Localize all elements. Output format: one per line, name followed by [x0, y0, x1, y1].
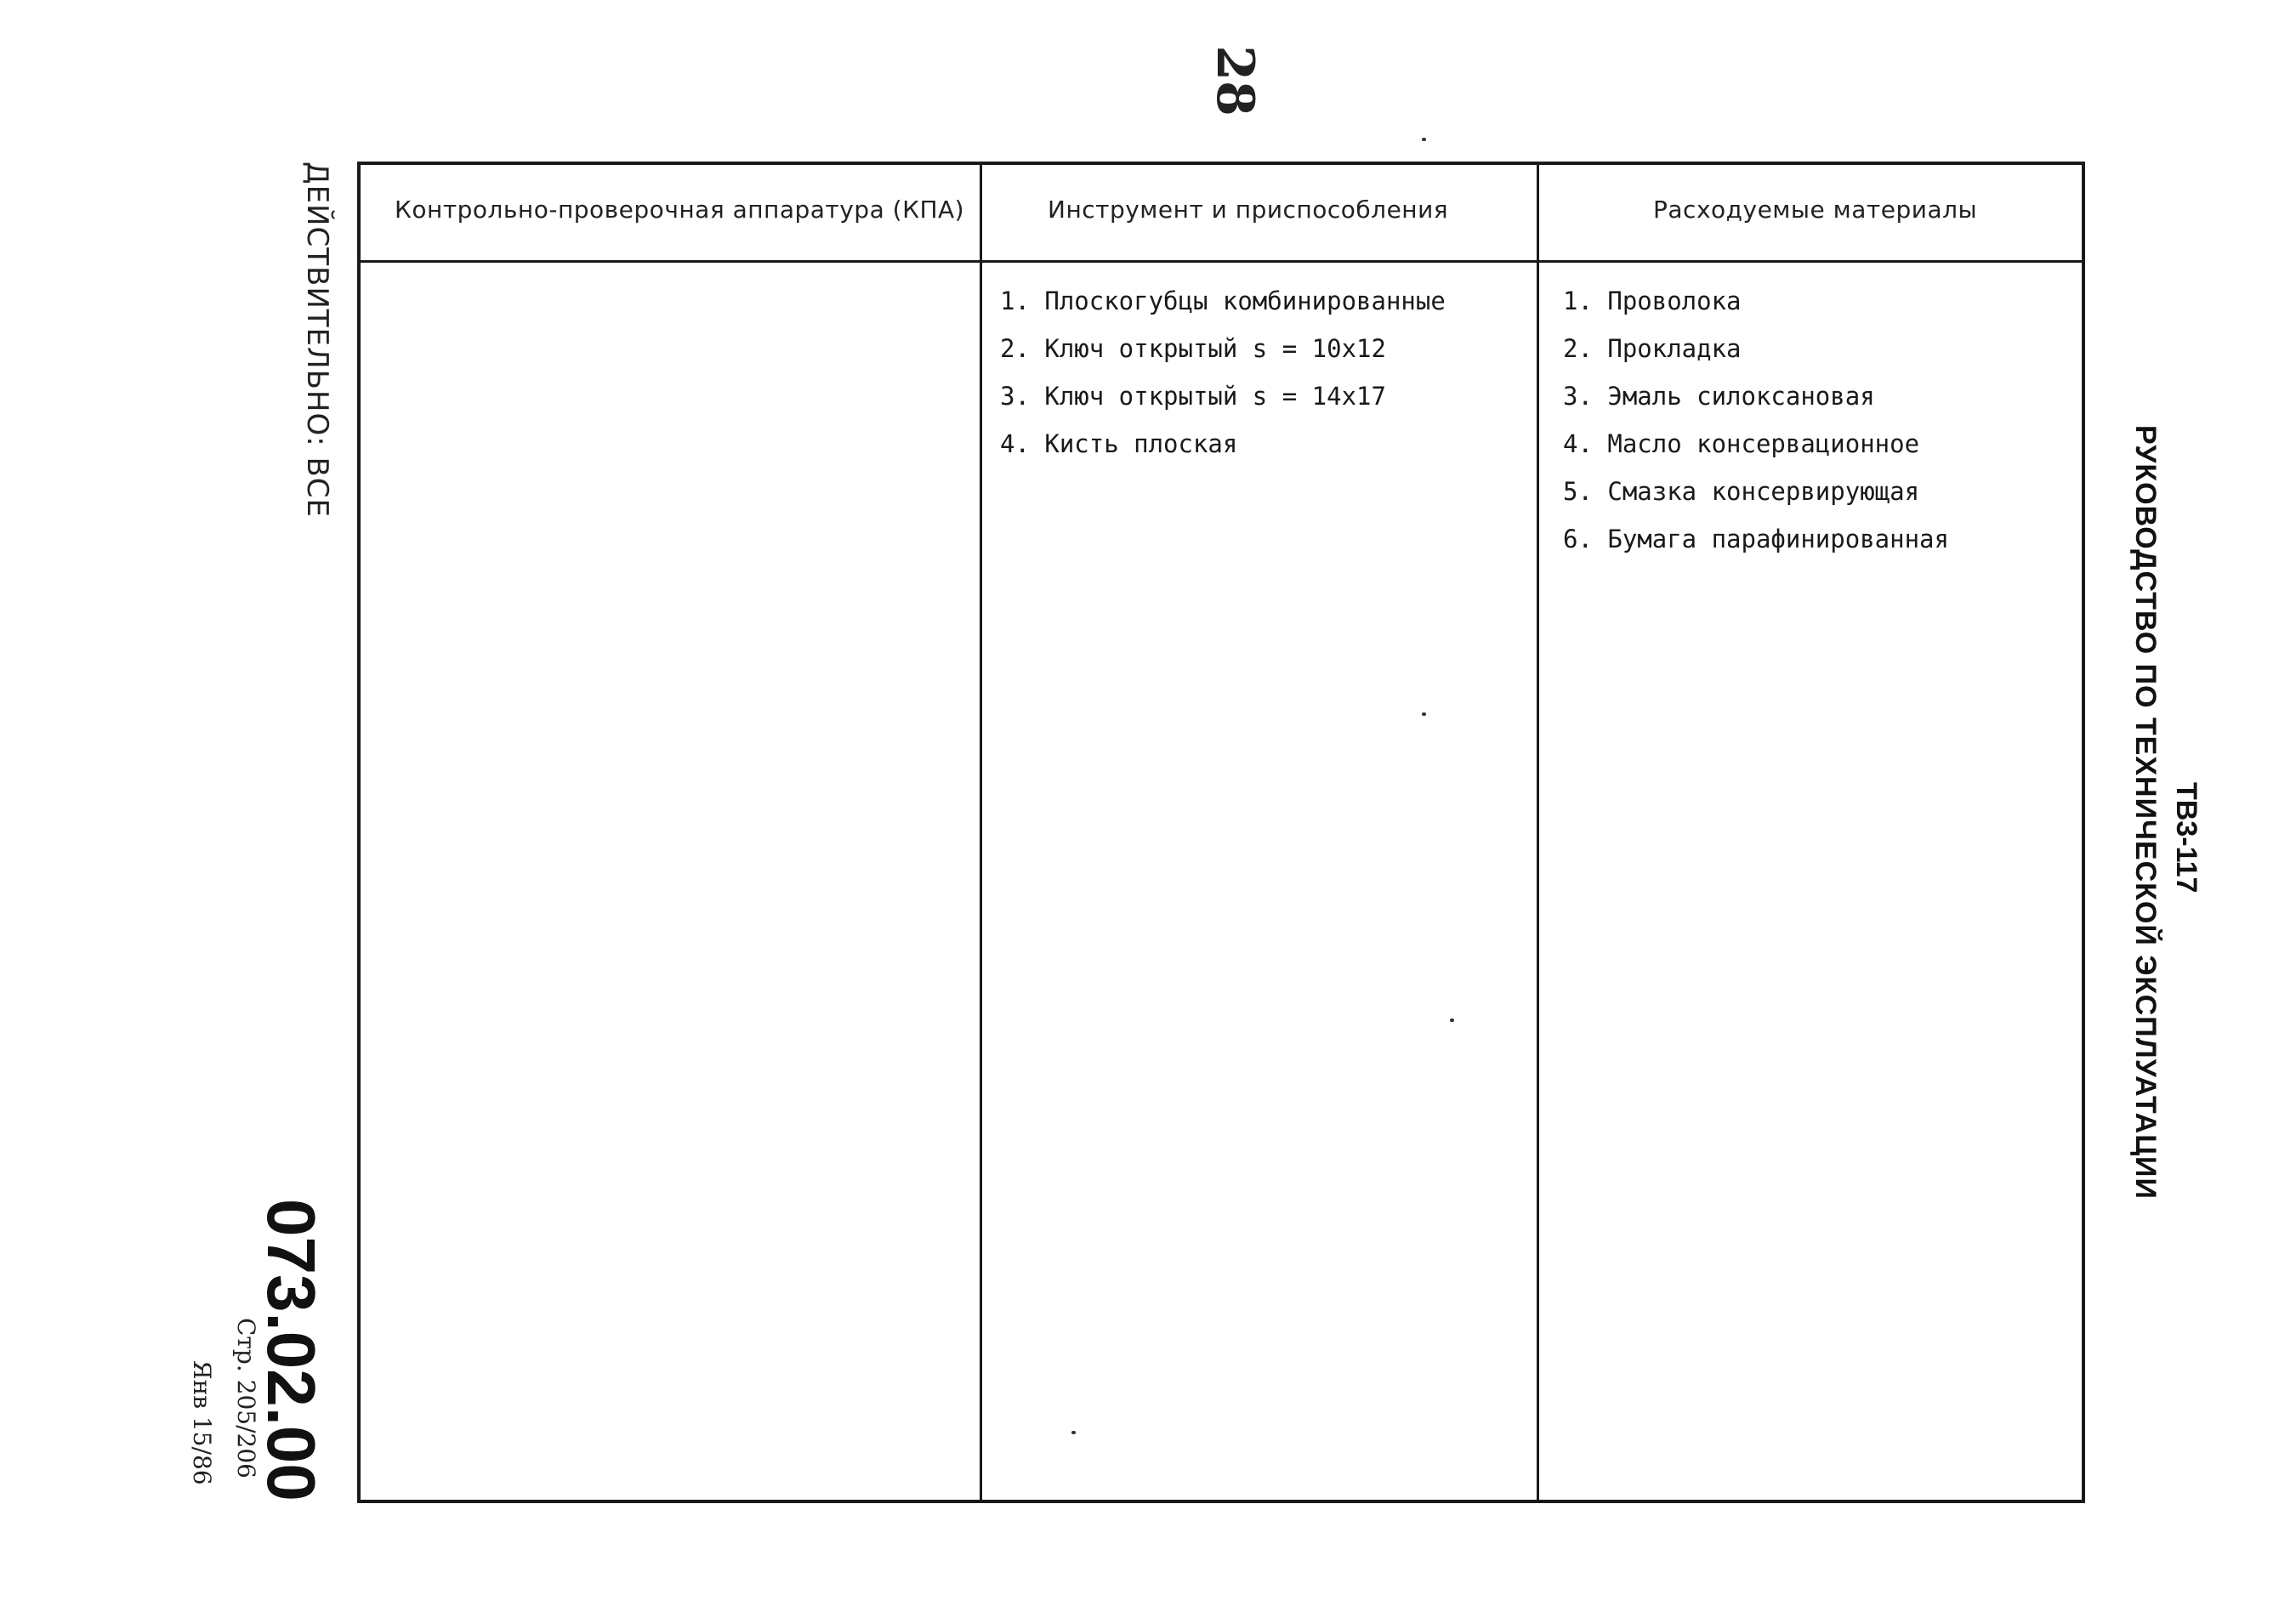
- document-date: Янв 15/86: [188, 1360, 216, 1485]
- equipment-table: [357, 162, 2085, 1503]
- tools-list: [1000, 277, 1446, 468]
- list-item: 3. Ключ открытый s = 14x17: [1000, 382, 1386, 411]
- list-item: 1. Плоскогубцы комбинированные: [1000, 287, 1446, 315]
- list-item: 6. Бумага парафинированная: [1563, 525, 1949, 553]
- running-header: [2109, 425, 2211, 1258]
- materials-list: [1563, 277, 1949, 563]
- scan-speck: [1450, 1019, 1454, 1022]
- list-item: 4. Масло консервационное: [1563, 429, 1920, 458]
- effectivity-stamp: [293, 162, 344, 570]
- column-header-tools: Инструмент и приспособления: [1048, 196, 1449, 224]
- document-code: 073.02.00: [253, 1199, 329, 1501]
- header-divider: [361, 260, 2082, 263]
- column-header-materials: Расходуемые материалы: [1653, 196, 1978, 224]
- engine-model: ТВ3-117: [2170, 782, 2202, 894]
- list-item: 2. Прокладка: [1563, 334, 1742, 363]
- document-page: Стр. 205/206: [232, 1318, 260, 1478]
- effectivity-text: ДЕЙСТВИТЕЛЬНО: ВСЕ: [300, 162, 334, 519]
- column-header-kpa: Контрольно-проверочная аппаратура (КПА): [395, 196, 965, 224]
- column-divider: [980, 165, 982, 1500]
- list-item: 5. Смазка консервирующая: [1563, 477, 1920, 506]
- list-item: 1. Проволока: [1563, 287, 1742, 315]
- scan-speck: [1422, 712, 1426, 716]
- scan-speck: [1071, 1431, 1076, 1434]
- list-item: 4. Кисть плоская: [1000, 429, 1238, 458]
- document-id-block: [179, 1199, 332, 1513]
- list-item: 2. Ключ открытый s = 10x12: [1000, 334, 1386, 363]
- manual-title: РУКОВОДСТВО ПО ТЕХНИЧЕСКОЙ ЭКСПЛУАТАЦИИ: [2129, 425, 2162, 1200]
- scan-speck: [1422, 138, 1426, 141]
- list-item: 3. Эмаль силоксановая: [1563, 382, 1875, 411]
- column-divider: [1537, 165, 1539, 1500]
- page-number: 28: [1204, 45, 1265, 116]
